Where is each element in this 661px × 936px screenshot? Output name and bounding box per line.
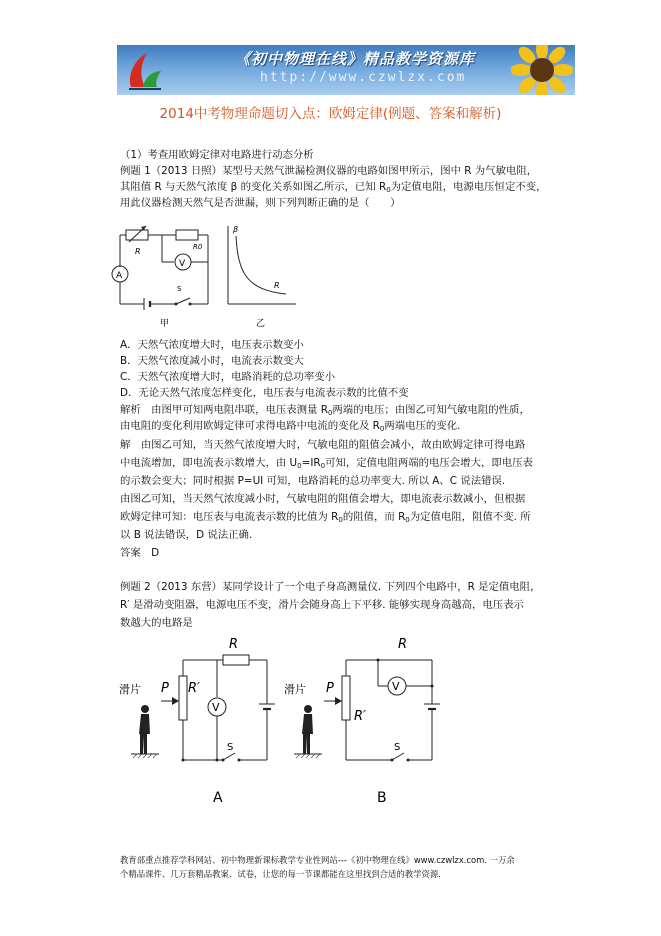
ex1-option-b: B．天然气浓度减小时，电流表示数变大 [120, 355, 304, 367]
page-footer [120, 853, 560, 881]
ex2a-label-S: S [227, 742, 234, 753]
ex1-option-d: D．无论天然气浓度怎样变化，电压表与电流表示数的比值不变 [120, 387, 409, 399]
banner-url: http://www.czwlzx.com [260, 70, 467, 85]
person-figure-icon [139, 705, 150, 754]
ex2b-caption: B [377, 790, 387, 806]
ex2-question-line: 数越大的电路是 [120, 617, 193, 629]
footer-line: 教育部重点推荐学科网站、初中物理新课标教学专业性网站---《初中物理在线》www.czwlzx.com. 一万余 [120, 855, 515, 865]
section-heading: （1）考查用欧姆定律对电路进行动态分析 [120, 149, 314, 161]
ex1-solution-line: 中电流增加，即电流表示数增大，由 $U_0=IR_0$可知，定值电阻两端的电压会增大，即电压表 [120, 457, 533, 470]
ex1-analysis-line: 由电阻的变化利用欧姆定律可求得电路中电流的变化及 $R_0$两端电压的变化. [120, 420, 461, 433]
ex2a-label-V: V [212, 701, 220, 714]
ex1-solution-line: 欧姆定律可知：电压表与电流表示数的比值为 $R_0$的阻值，而 $R_0$为定值电阻，阻值不变. 所 [120, 511, 531, 524]
ex2-question-line: R′ 是滑动变阻器，电源电压不变，滑片会随身高上下平移. 能够实现身高越高，电压表示 [120, 599, 524, 611]
ex2b-label-slider: 滑片 [284, 683, 306, 696]
ex2a-label-R: R [229, 637, 239, 652]
ex1-label-beta: β [233, 225, 239, 234]
ex1-label-V: V [179, 259, 186, 269]
ex2-circuit-a [117, 632, 287, 812]
ex1-label-R: R [135, 247, 141, 256]
ex2b-label-R: R [398, 637, 408, 652]
ex2a-label-Rprime: R′ [188, 681, 200, 696]
ex1-label-R0: R0 [193, 243, 203, 251]
ex1-analysis-line: 解析 由图甲可知两电阻串联，电压表测量 $R_0$两端的电压；由图乙可知气敏电阻的性质， [120, 404, 530, 417]
ex2b-label-Rprime: R′ [354, 709, 366, 724]
ex1-question-line: 例题 1（2013 日照）某型号天然气泄漏检测仪器的电路如图甲所示，图中 R 为气敏电阻， [120, 165, 538, 177]
ex1-label-yi: 乙 [256, 319, 266, 329]
ex1-solution-line: 的示数会变大；同时根据 P=UI 可知，电路消耗的总功率变大. 所以 A、C 说法错误. [120, 475, 506, 487]
ex1-answer: 答案 D [120, 547, 160, 559]
ex1-option-a: A．天然气浓度增大时，电压表示数变小 [120, 339, 304, 351]
ex2-circuit-b [282, 632, 452, 812]
ex1-solution-line: 以 B 说法错误，D 说法正确. [120, 529, 253, 541]
page-title: 2014中考物理命题切入点：欧姆定律(例题、答案和解析) [159, 106, 502, 122]
ex1-option-c: C．天然气浓度增大时，电路消耗的总功率变小 [120, 371, 336, 383]
ex2a-label-slider: 滑片 [119, 683, 141, 696]
ex1-solution-line: 由图乙可知，当天然气浓度减小时，气敏电阻的阻值会增大，即电流表示数减小，但根据 [120, 493, 526, 505]
sunflower-icon [511, 45, 573, 95]
ex2-question-line: 例题 2（2013 东营）某同学设计了一个电子身高测量仪. 下列四个电路中，R 是定值电阻， [120, 581, 541, 593]
ex1-question-line: 用此仪器检测天然气是否泄漏，则下列判断正确的是（ ） [120, 197, 401, 209]
ex1-solution-line: 解 由图乙可知，当天然气浓度增大时，气敏电阻的阻值会减小，故由欧姆定律可得电路 [120, 439, 526, 451]
ex1-label-jia: 甲 [160, 319, 170, 329]
banner-title: 《初中物理在线》精品教学资源库 [235, 50, 476, 68]
ex2b-label-V: V [392, 680, 400, 693]
site-banner [117, 45, 575, 95]
ex1-label-A: A [116, 271, 123, 281]
ex1-label-Rcurve: R [274, 281, 280, 290]
ex2a-caption: A [213, 790, 223, 806]
person-figure-icon [302, 705, 313, 754]
ex1-circuit-diagram [106, 222, 302, 332]
ex2b-label-P: P [326, 681, 334, 696]
ex2b-label-S: S [394, 742, 401, 753]
ex2a-label-P: P [161, 681, 169, 696]
footer-line: 个精品课件、几万套精品教案、试卷，让您的每一节课都能在这里找到合适的教学资源. [120, 869, 441, 879]
site-logo-icon [125, 49, 165, 91]
ex1-label-S: S [177, 285, 182, 293]
ex1-question-line: 其阻值 R 与天然气浓度 β 的变化关系如图乙所示，已知 $R_0$为定值电阻，电源电压恒定不变， [120, 181, 547, 194]
